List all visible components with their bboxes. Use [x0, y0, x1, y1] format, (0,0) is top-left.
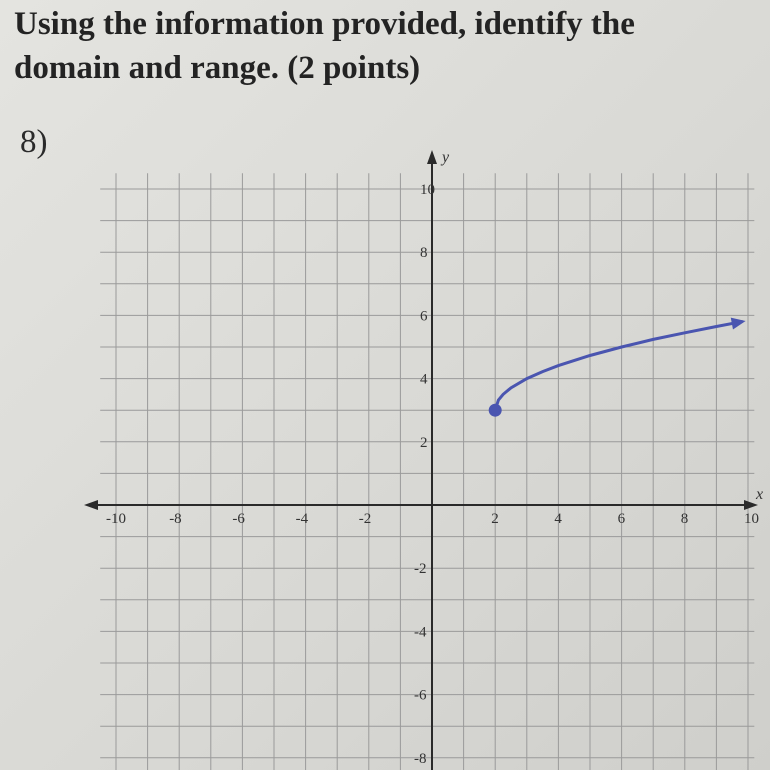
x-tick-label: -6 — [232, 511, 245, 527]
curve-arrow-icon — [731, 318, 746, 330]
y-tick-label: -6 — [414, 687, 427, 704]
question-line-2: domain and range. (2 points) — [14, 50, 421, 86]
x-axis-arrow-left-icon — [84, 500, 98, 510]
x-tick-label: 6 — [617, 511, 626, 527]
x-axis-label: x — [756, 486, 764, 503]
x-tick-label: 10 — [744, 511, 759, 527]
y-axis-label: y — [442, 149, 450, 166]
curve-line — [495, 322, 742, 411]
curve-start-point — [490, 405, 501, 416]
y-tick-label: -8 — [414, 750, 427, 767]
x-tick-label: 4 — [554, 511, 562, 527]
y-tick-label: -2 — [414, 561, 427, 578]
problem-number: 8) — [20, 124, 48, 160]
y-tick-label: 4 — [420, 371, 428, 388]
function-curve — [490, 318, 746, 416]
x-tick-label: -4 — [295, 511, 309, 527]
x-tick-label: -8 — [169, 511, 182, 527]
y-axis-arrow-up-icon — [427, 150, 437, 164]
axes — [84, 149, 763, 770]
question-line-1: Using the information provided, identify the — [14, 6, 635, 42]
y-tick-label: -4 — [414, 624, 427, 641]
x-tick-label: -2 — [358, 511, 372, 527]
y-tick-label: 10 — [420, 182, 435, 198]
y-tick-label: 2 — [420, 434, 428, 451]
x-tick-label: 2 — [491, 511, 499, 527]
x-tick-label: -10 — [106, 511, 126, 527]
y-tick-label: 6 — [420, 308, 428, 325]
y-tick-label: 8 — [420, 245, 428, 262]
x-tick-label: 8 — [680, 511, 689, 527]
grid-lines — [100, 173, 754, 770]
